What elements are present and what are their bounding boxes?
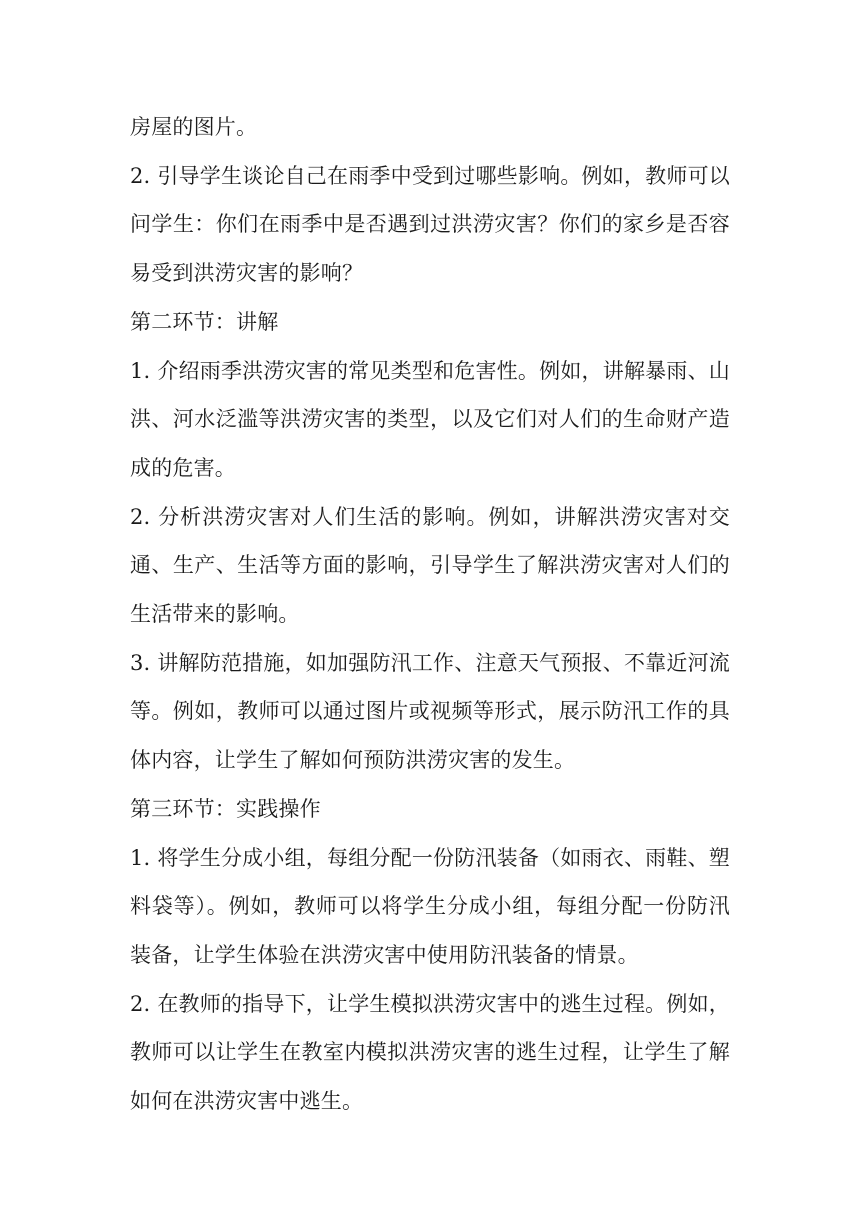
- paragraph-item-2-discussion: 2. 引导学生谈论自己在雨季中受到过哪些影响。例如，教师可以问学生：你们在雨季中是否遇到过洪涝灾害？你们的家乡是否容易受到洪涝灾害的影响？: [130, 163, 730, 286]
- paragraph-item-1-groups: 1. 将学生分成小组，每组分配一份防汛装备（如雨衣、雨鞋、塑料袋等）。例如，教师可以将学生分成小组，每组分配一份防汛装备，让学生体验在洪涝灾害中使用防汛装备的情景。: [130, 845, 730, 967]
- paragraph-item-3-measures: 3. 讲解防范措施，如加强防汛工作、注意天气预报、不靠近河流等。例如，教师可以通过图片或视频等形式，展示防汛工作的具体内容，让学生了解如何预防洪涝灾害的发生。: [130, 650, 730, 773]
- paragraph-item-2-impact: 2. 分析洪涝灾害对人们生活的影响。例如，讲解洪涝灾害对交通、生产、生活等方面的影响，引导学生了解洪涝灾害对人们的生活带来的影响。: [130, 504, 730, 627]
- paragraph-item-1-types: 1. 介绍雨季洪涝灾害的常见类型和危害性。例如，讲解暴雨、山洪、河水泛滥等洪涝灾害的类型，以及它们对人们的生命财产造成的危害。: [130, 358, 730, 480]
- document-page: [130, 103, 730, 1126]
- paragraph-continuation: 房屋的图片。: [130, 115, 258, 139]
- section-heading-practice: 第三环节：实践操作: [130, 796, 321, 821]
- paragraph-item-2-escape: 2. 在教师的指导下，让学生模拟洪涝灾害中的逃生过程。例如，教师可以让学生在教室内模拟洪涝灾害的逃生过程，让学生了解如何在洪涝灾害中逃生。: [130, 991, 730, 1114]
- section-heading-explanation: 第二环节：讲解: [130, 309, 279, 334]
